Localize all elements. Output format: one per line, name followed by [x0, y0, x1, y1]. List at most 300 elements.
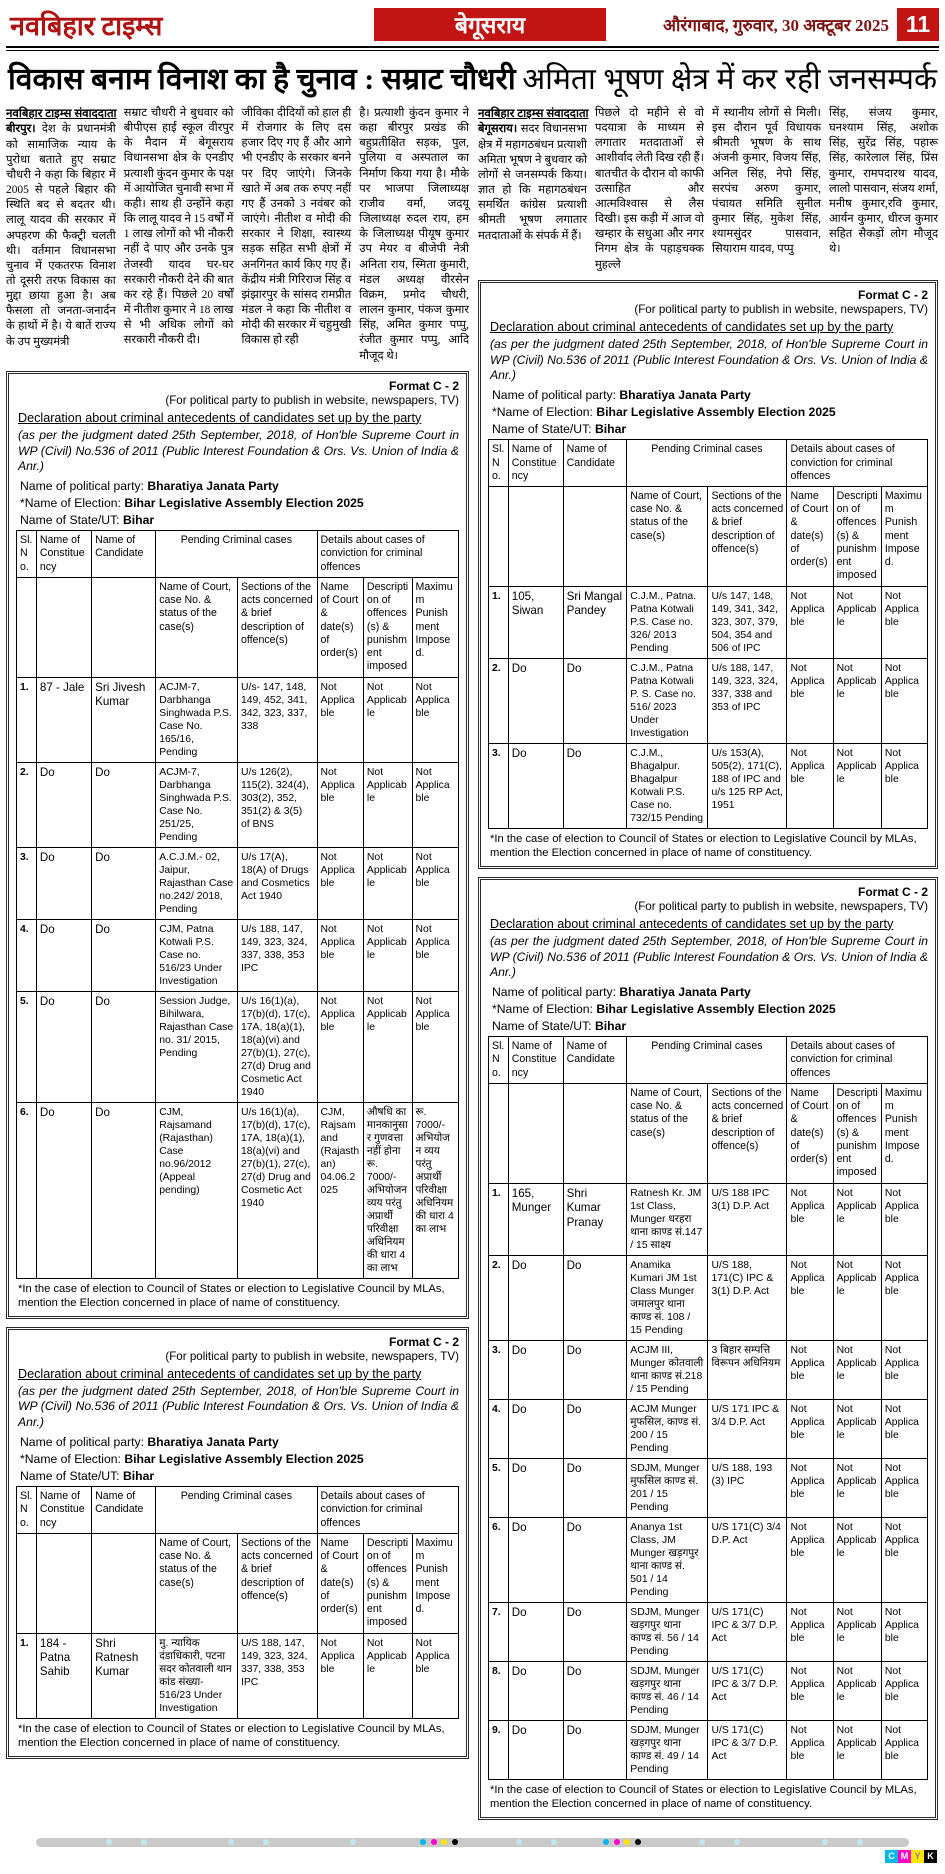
cell-sl-no: 8.	[489, 1661, 509, 1720]
cell-max-punishment: Not Applicable	[881, 586, 927, 658]
col-empty	[563, 1083, 627, 1183]
table-row	[489, 1517, 928, 1602]
col-court-case: Name of Court, case No. & status of the case(s)	[156, 1533, 238, 1633]
article-column: पिछले दो महीने से वो पदयात्रा के माध्यम से लगातार मतदाताओं से आशीर्वाद लेती दिख रही हैं। बातचीत के दौरान वो काफी उत्साहित और आत्मविश्वास से लैस दिखी। इस कड़ी में आज वो खम्हार के सधुआ और नगर निगम क्षेत्र के पहाड़चक्क मुहल्ले	[595, 107, 704, 271]
table-row	[489, 1661, 928, 1720]
cell-court-case: मु. न्यायिक दंडाधिकारी, पटना सदर कोतवाली थान कांड संख्या- 516/23 Under Investigation	[156, 1633, 238, 1718]
headline-left: विकास बनाम विनाश का है चुनाव : सम्राट चौधरी	[8, 63, 516, 96]
cell-conviction-court: Not Applicable	[787, 1602, 833, 1661]
table-footnote: *In the case of election to Council of States or election to Legislative Council by MLAs, mention the Election concerned in place of name of constituency.	[18, 1282, 445, 1309]
cell-conviction-court: Not Applicable	[787, 1517, 833, 1602]
format-c2-block	[6, 371, 469, 1319]
table-header-row-1	[489, 1037, 928, 1084]
cell-conviction-desc: Not Applicable	[833, 658, 881, 743]
col-sections: Sections of the acts concerned & brief description of offence(s)	[708, 487, 787, 587]
cell-sl-no: 6.	[489, 1517, 509, 1602]
cell-candidate: Sri Mangal Pandey	[563, 586, 627, 658]
col-constituency: Name of Constituency	[36, 531, 91, 578]
col-description: Description of offences(s) & punishment imposed	[363, 577, 412, 677]
party-label: Name of political party:	[20, 1435, 144, 1450]
cell-constituency: Do	[508, 743, 563, 828]
col-max-punishment: Maximum Punishment Imposed.	[881, 487, 927, 587]
cell-sections: U/s 16(1)(a), 17(b)(d), 17(c), 17A, 18(a)(1), 18(a)(vi) and 27(b)(1), 27(c), 27(d) Drug and Cosmetic Act 1940	[237, 1102, 317, 1278]
format-publish-note: (For political party to publish in website, newspapers, TV)	[165, 1349, 459, 1363]
table-row	[489, 1602, 928, 1661]
state-line	[492, 422, 928, 436]
format-label: Format C - 2	[857, 884, 928, 899]
col-sl-no: Sl. No.	[489, 1037, 509, 1084]
col-candidate: Name of Candidate	[92, 531, 156, 578]
article-right	[478, 106, 938, 273]
cell-max-punishment: Not Applicable	[412, 847, 458, 919]
table-header-row-1	[489, 440, 928, 487]
cell-conviction-desc: Not Applicable	[833, 1255, 881, 1340]
cell-sections: U/s 153(A), 505(2), 171(C), 188 of IPC and u/s 125 RP Act, 1951	[708, 743, 787, 828]
col-court-date: Name of Court & date(s) of order(s)	[787, 1083, 833, 1183]
col-empty	[17, 1533, 37, 1633]
article-text: देश के प्रधानमंत्री को सामाजिक न्याय के पुरोधा बताते हुए सम्राट चौधरी ने कहा कि बिहार में 2005 से पहले बिहार की स्थिति बद से बदतर थी। लालू यादव की सरकार में अपहरण की फैक्ट्री चलती थी। वर्तमान विधानसभा चुनाव में एकतरफ विनाश तो दूसरी तरफ विकास का मुद्दा छाया हुआ है। अब फैसला तो जनता-जनार्दन के हाथों में है। ये बातें राज्य के उप मुख्यमंत्री	[6, 123, 116, 348]
cell-conviction-court: Not Applicable	[317, 991, 363, 1102]
cell-max-punishment: Not Applicable	[881, 1517, 927, 1602]
col-empty	[36, 1533, 91, 1633]
cell-court-case: SDJM, Munger खड़गपुर थाना काण्ड सं. 46 / 14 Pending	[627, 1661, 708, 1720]
registration-bar	[36, 1838, 909, 1847]
state-label: Name of State/UT:	[492, 422, 592, 437]
state-label: Name of State/UT:	[20, 513, 120, 528]
state-line	[20, 1469, 459, 1483]
table-row	[489, 1183, 928, 1255]
col-constituency: Name of Constituency	[36, 1487, 91, 1534]
col-empty	[563, 487, 627, 587]
cell-conviction-court: Not Applicable	[787, 658, 833, 743]
page-content	[6, 106, 939, 1828]
registration-dot	[551, 1839, 557, 1845]
cell-sl-no: 4.	[489, 1399, 509, 1458]
table-footnote: *In the case of election to Council of States or election to Legislative Council by MLAs, mention the Election concerned in place of name of constituency.	[490, 1783, 917, 1810]
cell-conviction-court: Not Applicable	[787, 1340, 833, 1399]
format-label: Format C - 2	[388, 1334, 459, 1349]
cell-sl-no: 7.	[489, 1602, 509, 1661]
cell-conviction-desc: Not Applicable	[833, 743, 881, 828]
cell-sections: U/S 171 IPC & 3/4 D.P. Act	[708, 1399, 787, 1458]
format-c2-block	[6, 1327, 469, 1759]
cell-sl-no: 1.	[17, 677, 37, 762]
cell-max-punishment: Not Applicable	[881, 1183, 927, 1255]
format-label: Format C - 2	[388, 378, 459, 393]
cell-candidate: Do	[563, 1661, 627, 1720]
election-label: *Name of Election:	[492, 405, 593, 420]
cell-sections: U/s 188, 147, 149, 323, 324, 337, 338 and 353 of IPC	[708, 658, 787, 743]
cell-constituency: Do	[36, 919, 91, 991]
cell-max-punishment: रू. 7000/- अभियोजन व्यय परंतु अप्रार्थी परिवीक्षा अधिनियम की धारा 4 का लाभ	[412, 1102, 458, 1278]
cell-sl-no: 4.	[17, 919, 37, 991]
edition-banner: बेगूसराय	[374, 8, 606, 41]
headline-right: अमिता भूषण क्षेत्र में कर रही जनसम्पर्क	[522, 63, 937, 96]
table-header-row-2	[17, 1533, 459, 1633]
cell-court-case: A.C.J.M.- 02, Jaipur, Rajasthan Case no.242/ 2018, Pending	[156, 847, 238, 919]
col-pending-cases: Pending Criminal cases	[156, 531, 317, 578]
col-candidate: Name of Candidate	[563, 440, 627, 487]
cell-court-case: CJM, Rajsamand (Rajasthan) Case no.96/2012 (Appeal pending)	[156, 1102, 238, 1278]
judgment-reference: (as per the judgment dated 25th September, 2018, of Hon'ble Supreme Court in WP (Civil) No.536 of 2011 (Public Interest Foundation & Ors. Vs. Union of India & Anr.)	[490, 933, 928, 980]
article-text: सदर विधानसभा क्षेत्र में महागठबंधन प्रत्याशी अमिता भूषण ने बुधवार को लोगों से जनसम्पर्क किया। ज्ञात हो कि महागठबंधन समर्थित कांग्रेस प्रत्याशी श्रीमती भूषण लगातार मतदाताओं के संपर्क में हैं।	[478, 123, 587, 242]
cell-constituency: 87 - Jale	[36, 677, 91, 762]
cell-candidate: Do	[563, 658, 627, 743]
col-max-punishment: Maximum Punishment Imposed.	[881, 1083, 927, 1183]
col-court-date: Name of Court & date(s) of order(s)	[317, 1533, 363, 1633]
cell-conviction-desc: Not Applicable	[833, 1183, 881, 1255]
col-sections: Sections of the acts concerned & brief description of offence(s)	[237, 577, 317, 677]
table-row	[17, 991, 459, 1102]
cell-court-case: ACJM Munger मुफसिल, काण्ड सं. 200 / 15 Pending	[627, 1399, 708, 1458]
registration-dot	[106, 1839, 112, 1845]
cyan-dot	[603, 1839, 609, 1845]
declaration-title: Declaration about criminal antecedents of candidates set up by the party	[490, 319, 894, 334]
cell-sections: U/S 188, 171(C) IPC & 3(1) D.P. Act	[708, 1255, 787, 1340]
cell-sl-no: 3.	[489, 1340, 509, 1399]
col-conviction-details: Details about cases of conviction for criminal offences	[787, 1037, 928, 1084]
cell-conviction-desc: Not Applicable	[833, 1720, 881, 1779]
cell-max-punishment: Not Applicable	[881, 743, 927, 828]
cell-court-case: ACJM-7, Darbhanga Singhwada P.S. Case No. 165/16, Pending	[156, 677, 238, 762]
criminal-antecedents-table	[16, 530, 459, 1278]
article-column	[6, 106, 116, 364]
col-empty	[508, 487, 563, 587]
cell-sl-no: 1.	[489, 1183, 509, 1255]
state-line	[492, 1019, 928, 1033]
table-row	[17, 1633, 459, 1718]
cell-sections: 3 बिहार सम्पत्ति विरूपन अधिनियम	[708, 1340, 787, 1399]
cell-candidate: Do	[92, 991, 156, 1102]
table-row	[17, 1102, 459, 1278]
cell-sections: U/S 171(C) 3/4 D.P. Act	[708, 1517, 787, 1602]
election-label: *Name of Election:	[492, 1002, 593, 1017]
party-value: Bharatiya Janata Party	[619, 388, 751, 403]
cell-constituency: 105, Siwan	[508, 586, 563, 658]
yellow-dot	[441, 1839, 447, 1845]
cell-sections: U/S 171(C) IPC & 3/7 D.P. Act	[708, 1720, 787, 1779]
article-column: है। प्रत्याशी कुंदन कुमार ने कहा बीरपुर प्रखंड की बहुप्रतीक्षित सड़क, पुल, पुलिया व अस्पताल का निर्माण किया गया है। मौके पर भाजपा जिलाध्यक्ष राजीव वर्मा, जदयू जिलाध्यक्ष रुदल राय, हम के जिलाध्यक्ष पीयूष कुमार उप मेयर व बीजेपी नेत्री अनिता राय, स्मिता कुमारी, मंडल अध्यक्ष वीरसेन विक्रम, प्रमोद चौधरी, लालन कुमार, पंकज कुमार सिंह, अमित कुमार पप्पु, रंजीत कुमार पप्पु, आदि मौजूद थे।	[359, 107, 469, 362]
cell-court-case: Anamika Kumari JM 1st Class Munger जमालपुर थाना काण्ड सं. 108 / 15 Pending	[627, 1255, 708, 1340]
cell-conviction-desc: Not Applicable	[833, 1602, 881, 1661]
col-pending-cases: Pending Criminal cases	[627, 1037, 787, 1084]
cell-constituency: Do	[508, 1458, 563, 1517]
table-header-row-2	[17, 577, 459, 677]
election-label: *Name of Election:	[20, 1452, 121, 1467]
state-value: Bihar	[122, 1469, 155, 1484]
cell-sl-no: 1.	[489, 586, 509, 658]
cell-court-case: SDJM, Munger मुफसिल काण्ड सं. 201 / 15 Pending	[627, 1458, 708, 1517]
col-empty	[489, 487, 509, 587]
table-header-row-2	[489, 487, 928, 587]
table-row	[17, 762, 459, 847]
left-column	[6, 106, 469, 1828]
paper-name: नवबिहार टाइम्स	[10, 10, 163, 41]
cmyk-legend	[885, 1850, 937, 1863]
col-empty	[36, 577, 91, 677]
cell-sl-no: 5.	[17, 991, 37, 1102]
cell-conviction-desc: Not Applicable	[363, 677, 412, 762]
format-publish-note: (For political party to publish in website, newspapers, TV)	[634, 899, 928, 913]
cell-sl-no: 1.	[17, 1633, 37, 1718]
cell-max-punishment: Not Applicable	[881, 1255, 927, 1340]
cell-constituency: 184 - Patna Sahib	[36, 1633, 91, 1718]
cell-candidate: Do	[563, 1340, 627, 1399]
cell-max-punishment: Not Applicable	[881, 1661, 927, 1720]
party-value: Bharatiya Janata Party	[619, 985, 751, 1000]
cell-constituency: Do	[508, 1340, 563, 1399]
cell-sections: U/S 188, 147, 149, 323, 324, 337, 338, 353 IPC	[237, 1633, 317, 1718]
cell-candidate: Do	[563, 1255, 627, 1340]
table-row	[489, 1458, 928, 1517]
cell-max-punishment: Not Applicable	[412, 991, 458, 1102]
cell-max-punishment: Not Applicable	[881, 1340, 927, 1399]
table-row	[489, 1255, 928, 1340]
cell-conviction-court: Not Applicable	[787, 586, 833, 658]
col-description: Description of offences(s) & punishment imposed	[363, 1533, 412, 1633]
headline-row	[6, 51, 939, 102]
cell-conviction-court: Not Applicable	[317, 847, 363, 919]
cell-conviction-court: Not Applicable	[787, 1661, 833, 1720]
col-conviction-details: Details about cases of conviction for criminal offences	[317, 531, 458, 578]
cell-sl-no: 3.	[17, 847, 37, 919]
format-publish-note: (For political party to publish in website, newspapers, TV)	[634, 302, 928, 316]
masthead	[6, 4, 939, 44]
table-row	[489, 743, 928, 828]
state-value: Bihar	[122, 513, 155, 528]
cell-sections: U/S 171(C) IPC & 3/7 D.P. Act	[708, 1602, 787, 1661]
cell-conviction-court: Not Applicable	[787, 1183, 833, 1255]
col-empty	[489, 1083, 509, 1183]
page-number: 11	[897, 8, 939, 41]
col-court-case: Name of Court, case No. & status of the case(s)	[156, 577, 238, 677]
cell-court-case: ACJM III, Munger कोतवाली थाना काण्ड सं.218 / 15 Pending	[627, 1340, 708, 1399]
cell-constituency: 165, Munger	[508, 1183, 563, 1255]
declaration-title: Declaration about criminal antecedents of candidates set up by the party	[18, 410, 422, 425]
col-court-case: Name of Court, case No. & status of the case(s)	[627, 487, 708, 587]
col-conviction-details: Details about cases of conviction for criminal offences	[317, 1487, 458, 1534]
cell-candidate: Do	[92, 847, 156, 919]
table-header-row-1	[17, 1487, 459, 1534]
table-header-row-1	[17, 531, 459, 578]
election-name-line	[492, 1002, 928, 1016]
cell-sections: U/s 188, 147, 149, 323, 324, 337, 338, 353 IPC	[237, 919, 317, 991]
col-empty	[92, 1533, 156, 1633]
cell-conviction-desc: Not Applicable	[363, 991, 412, 1102]
format-block-host-jale	[6, 371, 469, 1327]
col-sl-no: Sl. No.	[17, 1487, 37, 1534]
col-court-date: Name of Court & date(s) of order(s)	[787, 487, 833, 587]
cell-conviction-desc: Not Applicable	[363, 1633, 412, 1718]
cell-constituency: Do	[508, 1661, 563, 1720]
election-label: *Name of Election:	[20, 496, 121, 511]
table-row	[17, 919, 459, 991]
article-column: सम्राट चौधरी ने बुधवार को बीपीएस हाई स्कूल वीरपुर के मैदान में बेगूसराय विधानसभा क्षेत्र के एनडीए प्रत्याशी कुंदन कुमार के पक्ष में आयोजित चुनावी सभा में कही। साथ ही उन्होंने कहा कि लालू यादव ने 15 वर्षों में 1 लाख लोगों को भी नौकरी नहीं दे पाए और उनके पुत्र तेजस्वी यादव घर-घर सरकारी नौकरी देने की बात कर रहे हैं। पिछले 20 वर्षों में नीतीश कुमार ने 18 लाख से भी अधिक लोगों को सरकारी नौकरी दी।	[123, 107, 234, 347]
dateline: औरंगाबाद, गुरुवार, 30 अक्टूबर 2025	[663, 15, 889, 35]
party-name-line	[20, 479, 459, 493]
cell-sl-no: 2.	[17, 762, 37, 847]
party-name-line	[20, 1435, 459, 1449]
cell-court-case: C.J.M., Patna Patna Kotwali P. S. Case no. 516/ 2023 Under Investigation	[627, 658, 708, 743]
election-value: Bihar Legislative Assembly Election 2025	[124, 1452, 364, 1467]
cell-sections: U/s 17(A), 18(A) of Drugs and Cosmetics Act 1940	[237, 847, 317, 919]
cell-sl-no: 3.	[489, 743, 509, 828]
format-c2-block	[478, 877, 938, 1820]
registration-dot	[350, 1839, 356, 1845]
cell-candidate: Do	[563, 1720, 627, 1779]
right-column	[478, 106, 938, 1828]
declaration-title: Declaration about criminal antecedents of candidates set up by the party	[18, 1366, 422, 1381]
cell-sections: U/s 16(1)(a), 17(b)(d), 17(c), 17A, 18(a)(1), 18(a)(vi) and 27(b)(1), 27(c), 27(d) Drug and Cosmetic Act 1940	[237, 991, 317, 1102]
col-pending-cases: Pending Criminal cases	[156, 1487, 317, 1534]
cell-conviction-court: Not Applicable	[787, 1720, 833, 1779]
cell-conviction-court: Not Applicable	[317, 677, 363, 762]
cell-max-punishment: Not Applicable	[881, 1458, 927, 1517]
format-c2-block	[478, 280, 938, 869]
registration-dot	[734, 1839, 740, 1845]
cell-constituency: Do	[508, 1255, 563, 1340]
cell-constituency: Do	[508, 1517, 563, 1602]
yellow-dot	[624, 1839, 630, 1845]
cell-candidate: Do	[92, 919, 156, 991]
registration-dot	[228, 1839, 234, 1845]
cell-conviction-court: Not Applicable	[317, 762, 363, 847]
cell-conviction-desc: Not Applicable	[833, 1340, 881, 1399]
col-constituency: Name of Constituency	[508, 1037, 563, 1084]
cell-court-case: ACJM-7, Darbhanga Singhwada P.S. Case No. 251/25, Pending	[156, 762, 238, 847]
format-label: Format C - 2	[857, 287, 928, 302]
masthead-right	[663, 8, 939, 41]
table-header-row-2	[489, 1083, 928, 1183]
party-label: Name of political party:	[492, 388, 616, 403]
col-candidate: Name of Candidate	[563, 1037, 627, 1084]
col-empty	[92, 577, 156, 677]
cell-conviction-court: Not Applicable	[317, 919, 363, 991]
cell-conviction-court: CJM, Rajsamand (Rajasthan) 04.06.2025	[317, 1102, 363, 1278]
col-sl-no: Sl. No.	[489, 440, 509, 487]
col-court-case: Name of Court, case No. & status of the case(s)	[627, 1083, 708, 1183]
col-candidate: Name of Candidate	[92, 1487, 156, 1534]
cell-candidate: Do	[563, 1602, 627, 1661]
table-row	[489, 1340, 928, 1399]
cell-max-punishment: Not Applicable	[881, 1720, 927, 1779]
state-label: Name of State/UT:	[20, 1469, 120, 1484]
cell-sl-no: 5.	[489, 1458, 509, 1517]
cell-conviction-court: Not Applicable	[787, 1458, 833, 1517]
print-registration-strip	[6, 1838, 939, 1864]
cell-candidate: Do	[563, 1399, 627, 1458]
table-row	[489, 658, 928, 743]
cell-conviction-court: Not Applicable	[317, 1633, 363, 1718]
cell-court-case: CJM, Patna Kotwali P.S. Case no. 516/23 Under Investigation	[156, 919, 238, 991]
cell-candidate: Shri Kumar Pranay	[563, 1183, 627, 1255]
cell-sections: U/S 188, 193 (3) IPC	[708, 1458, 787, 1517]
state-value: Bihar	[594, 422, 627, 437]
cell-sl-no: 6.	[17, 1102, 37, 1278]
col-sections: Sections of the acts concerned & brief description of offence(s)	[237, 1533, 317, 1633]
cell-constituency: Do	[508, 1399, 563, 1458]
cell-conviction-desc: Not Applicable	[833, 1661, 881, 1720]
cell-max-punishment: Not Applicable	[412, 762, 458, 847]
cell-sections: U/S 188 IPC 3(1) D.P. Act	[708, 1183, 787, 1255]
cell-constituency: Do	[508, 1602, 563, 1661]
registration-dot	[516, 1839, 522, 1845]
cell-court-case: C.J.M., Patna. Patna Kotwali P.S. Case no. 326/ 2013 Pending	[627, 586, 708, 658]
cell-constituency: Do	[36, 1102, 91, 1278]
col-constituency: Name of Constituency	[508, 440, 563, 487]
cell-max-punishment: Not Applicable	[412, 677, 458, 762]
party-value: Bharatiya Janata Party	[147, 479, 279, 494]
cell-conviction-court: Not Applicable	[787, 743, 833, 828]
cell-sections: U/s 126(2), 115(2), 324(4), 303(2), 352, 351(2) & 3(5) of BNS	[237, 762, 317, 847]
cell-conviction-desc: Not Applicable	[833, 1399, 881, 1458]
cell-court-case: C.J.M., Bhagalpur. Bhagalpur Kotwali P.S. Case no. 732/15 Pending	[627, 743, 708, 828]
state-label: Name of State/UT:	[492, 1019, 592, 1034]
col-max-punishment: Maximum Punishment Imposed.	[412, 577, 458, 677]
col-court-date: Name of Court & date(s) of order(s)	[317, 577, 363, 677]
cell-candidate: Do	[92, 1102, 156, 1278]
cell-max-punishment: Not Applicable	[412, 919, 458, 991]
cell-constituency: Do	[36, 847, 91, 919]
format-publish-note: (For political party to publish in website, newspapers, TV)	[165, 393, 459, 407]
cell-max-punishment: Not Applicable	[881, 1602, 927, 1661]
party-label: Name of political party:	[492, 985, 616, 1000]
cell-candidate: Do	[563, 1458, 627, 1517]
cmyk-k-swatch: K	[924, 1850, 937, 1863]
cyan-dot	[420, 1839, 426, 1845]
col-sections: Sections of the acts concerned & brief description of offence(s)	[708, 1083, 787, 1183]
article-left	[6, 106, 469, 364]
cell-max-punishment: Not Applicable	[881, 1399, 927, 1458]
cell-court-case: SDJM, Munger खड़गपुर थाना काण्ड सं. 49 / 14 Pending	[627, 1720, 708, 1779]
cell-conviction-desc: Not Applicable	[363, 919, 412, 991]
col-empty	[508, 1083, 563, 1183]
election-name-line	[20, 496, 459, 510]
article-column: सिंह, संजय कुमार, घनश्याम सिंह, अशोक सिंह, सुरेंद्र सिंह, पहारू सिंह, कारेलाल सिंह, प्रिंस कुमार, रामपदारथ यादव, लालो पासवान, संजय शर्मा, मनीष कुमार,रवि कुमार, आर्यन कुमार, धीरज कुमार सहित सैकड़ों लोग मौजूद थे।	[829, 107, 938, 256]
byline: नवबिहार टाइम्स संवाददाता	[6, 107, 117, 120]
election-name-line	[20, 1452, 459, 1466]
format-block-host-patna-sahib	[6, 1327, 469, 1767]
election-value: Bihar Legislative Assembly Election 2025	[596, 1002, 836, 1017]
registration-dot	[822, 1839, 828, 1845]
cell-conviction-desc: Not Applicable	[363, 762, 412, 847]
cell-sections: U/s 147, 148, 149, 341, 342, 323, 307, 379, 504, 354 and 506 of IPC	[708, 586, 787, 658]
cell-court-case: SDJM, Munger खड़गपुर थाना काण्ड सं. 56 / 14 Pending	[627, 1602, 708, 1661]
col-description: Description of offences(s) & punishment imposed	[833, 1083, 881, 1183]
election-value: Bihar Legislative Assembly Election 2025	[124, 496, 364, 511]
registration-dot	[141, 1839, 147, 1845]
col-pending-cases: Pending Criminal cases	[627, 440, 787, 487]
registration-dot	[263, 1839, 269, 1845]
cell-sections: U/S 171(C) IPC & 3/7 D.P. Act	[708, 1661, 787, 1720]
registration-dot	[857, 1839, 863, 1845]
criminal-antecedents-table	[488, 439, 928, 828]
party-value: Bharatiya Janata Party	[147, 1435, 279, 1450]
article-lead: बीरपुर।	[6, 123, 36, 136]
cell-conviction-desc: Not Applicable	[833, 586, 881, 658]
article-lead: बेगूसराय।	[478, 123, 518, 136]
state-line	[20, 513, 459, 527]
table-row	[17, 847, 459, 919]
cell-candidate: Do	[92, 762, 156, 847]
cell-candidate: Do	[563, 743, 627, 828]
cell-conviction-desc: Not Applicable	[833, 1517, 881, 1602]
cell-conviction-desc: Not Applicable	[833, 1458, 881, 1517]
judgment-reference: (as per the judgment dated 25th September, 2018, of Hon'ble Supreme Court in WP (Civil) No.536 of 2011 (Public Interest Foundation & Ors. Vs. Union of India & Anr.)	[18, 427, 459, 474]
cell-court-case: Ratnesh Kr. JM 1st Class, Munger धरहरा थाना काण्ड सं.147 / 15 साक्ष्य	[627, 1183, 708, 1255]
col-max-punishment: Maximum Punishment Imposed.	[412, 1533, 458, 1633]
magenta-dot	[431, 1839, 437, 1845]
